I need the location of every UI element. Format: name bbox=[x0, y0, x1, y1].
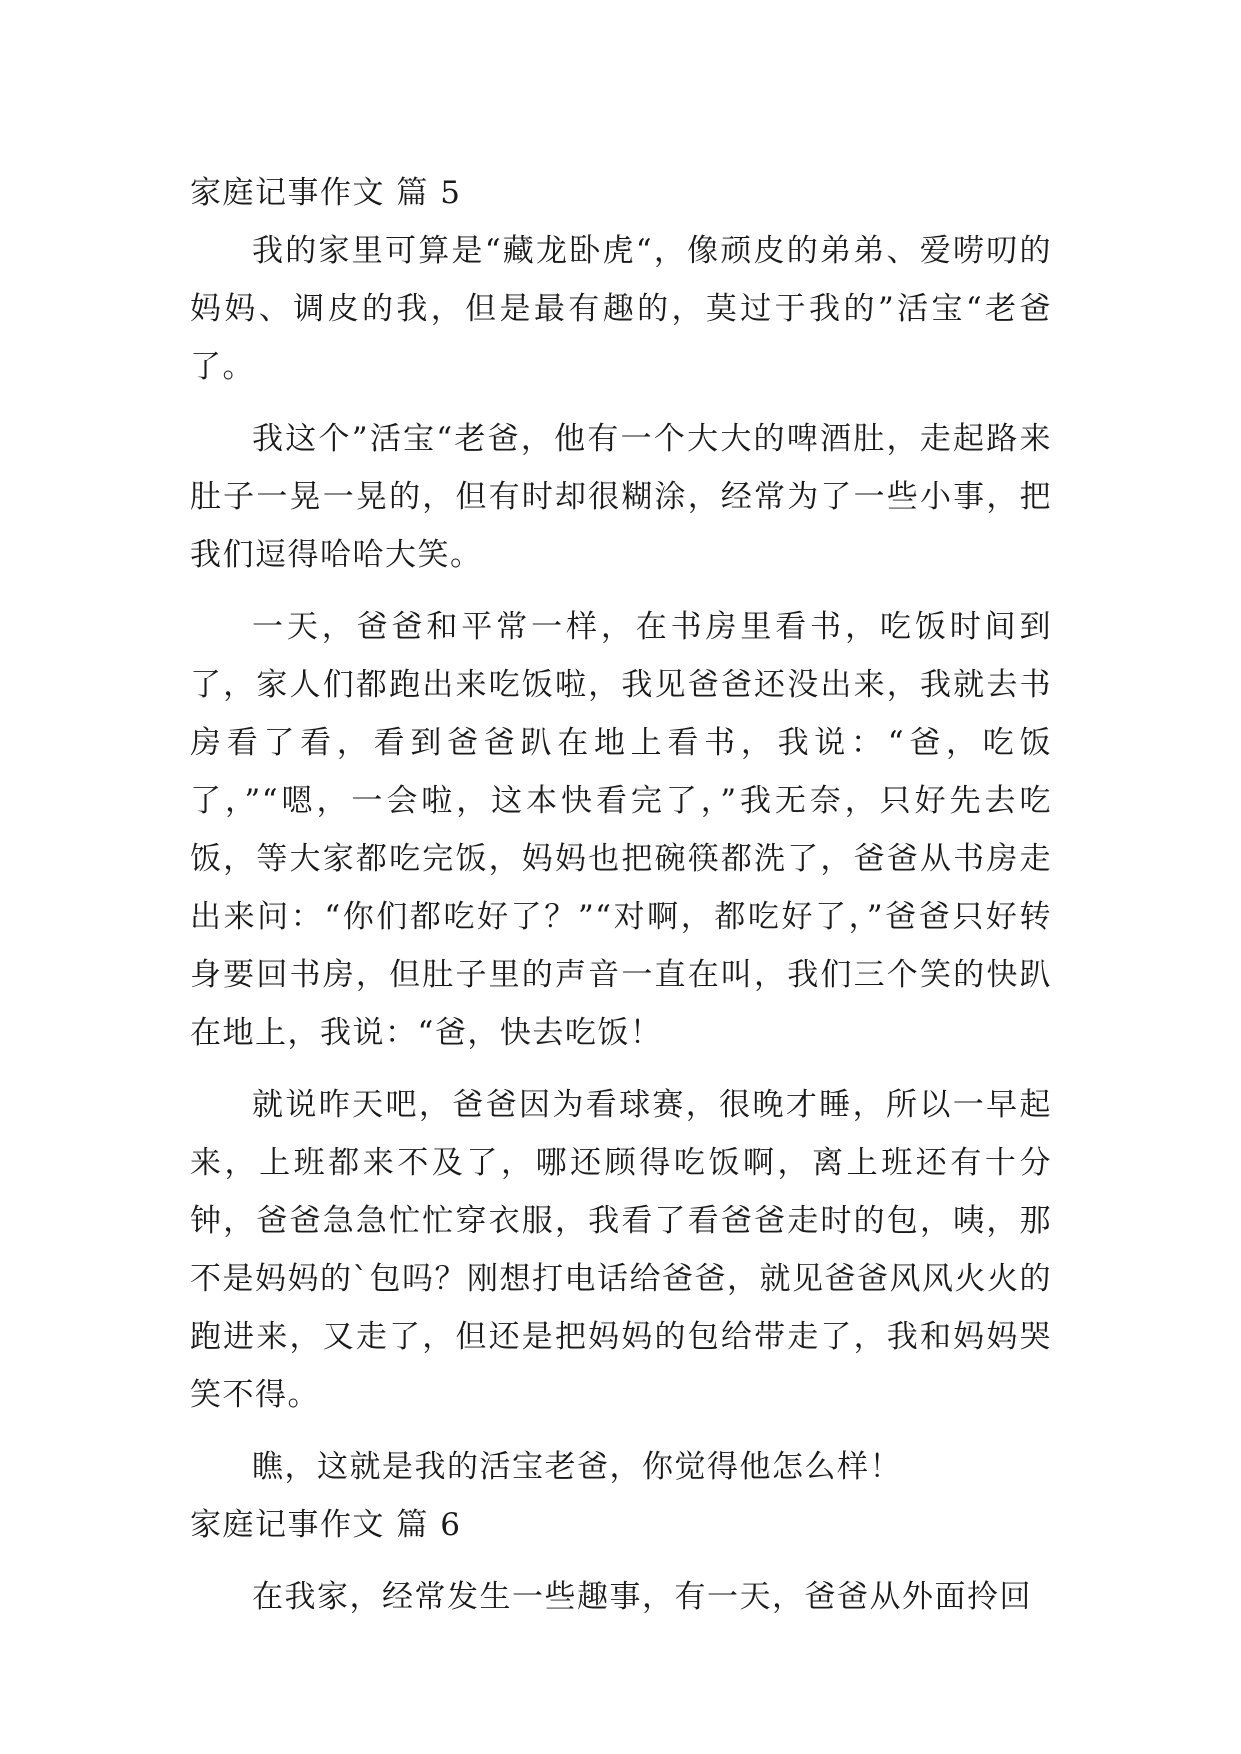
paragraph: 在我家，经常发生一些趣事，有一天，爸爸从外面拎回 bbox=[252, 1579, 1032, 1615]
paragraph: 我这个”活宝“老爸，他有一个大大的啤酒肚，走起路来肚子一晃一晃的，但有时却很糊涂，经常为了一些小事，把我们逗得哈哈大笑。 bbox=[190, 421, 1052, 573]
section-heading: 家庭记事作文 篇 5 bbox=[190, 175, 462, 211]
essay-content bbox=[190, 164, 1052, 1626]
paragraph: 瞧，这就是我的活宝老爸，你觉得他怎么样！ bbox=[252, 1449, 902, 1485]
section-heading: 家庭记事作文 篇 6 bbox=[190, 1507, 462, 1543]
paragraph: 一天，爸爸和平常一样，在书房里看书，吃饭时间到了，家人们都跑出来吃饭啦，我见爸爸还没出来，我就去书房看了看，看到爸爸趴在地上看书，我说：“爸，吃饭了，”“嗯，一会啦，这本快看完了，”我无奈，只好先去吃饭，等大家都吃完饭，妈妈也把碗筷都洗了，爸爸从书房走出来问：“你们都吃好了？”“对啊，都吃好了，”爸爸只好转身要回书房，但肚子里的声音一直在叫，我们三个笑的快趴在地上，我说：“爸，快去吃饭！ bbox=[190, 609, 1052, 1051]
essay-section-5 bbox=[190, 164, 1052, 1496]
paragraph: 我的家里可算是“藏龙卧虎“，像顽皮的弟弟、爱唠叨的妈妈、调皮的我，但是最有趣的，莫过于我的”活宝“老爸了。 bbox=[190, 233, 1052, 385]
essay-section-6 bbox=[190, 1496, 1052, 1626]
paragraph: 就说昨天吧，爸爸因为看球赛，很晚才睡，所以一早起来，上班都来不及了，哪还顾得吃饭啊，离上班还有十分钟，爸爸急急忙忙穿衣服，我看了看爸爸走时的包，咦，那不是妈妈的`包吗？刚想打电话给爸爸，就见爸爸风风火火的跑进来，又走了，但还是把妈妈的包给带走了，我和妈妈哭笑不得。 bbox=[190, 1087, 1052, 1413]
